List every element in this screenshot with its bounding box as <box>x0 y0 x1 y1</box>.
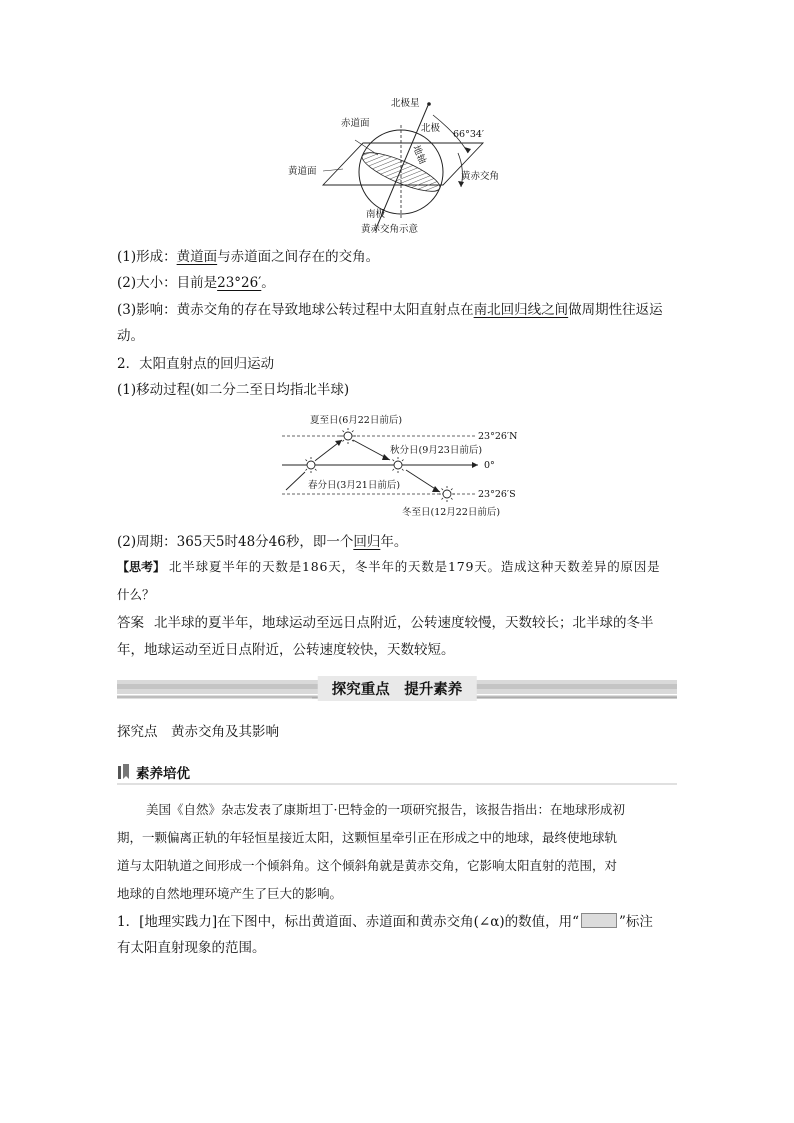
movement-line: (1)移动过程(如二分二至日均指北半球) <box>117 382 350 398</box>
question-line1: 1．[地理实践力]在下图中，标出黄道面、赤道面和黄赤交角(∠α)的数值，用“ ”标注 <box>117 914 653 930</box>
literacy-tag <box>118 762 190 782</box>
literacy-p4: 地球的自然地理环境产生了巨大的影响。 <box>117 886 343 901</box>
size-line: (2)大小：目前是23°26′。 <box>117 275 275 291</box>
section-banner-title: 探究重点 提升素养 <box>318 676 477 701</box>
literacy-tag-text: 素养培优 <box>136 766 190 782</box>
formation-line: (1)形成：黄道面与赤道面之间存在的交角。 <box>117 249 380 265</box>
summer-label: 夏至日(6月22日前后) <box>310 415 403 426</box>
ecliptic-plane-label: 黄道面 <box>288 166 317 177</box>
winter-label: 冬至日(12月22日前后) <box>402 507 501 518</box>
south-pole-label: 南极 <box>366 209 386 220</box>
period-answer: 回归 <box>353 534 381 550</box>
subsolar-migration-diagram <box>280 410 540 522</box>
size-answer: 23°26′ <box>217 275 262 291</box>
lat-s-label: 23°26′S <box>478 489 516 500</box>
explore-point: 探究点 黄赤交角及其影响 <box>117 724 279 740</box>
literacy-divider <box>117 783 677 785</box>
equator-plane-label: 赤道面 <box>341 118 370 129</box>
obliquity-diagram <box>283 95 523 237</box>
polaris-label: 北极星 <box>391 98 420 109</box>
lat-0-label: 0° <box>484 460 495 471</box>
north-pole-label: 北极 <box>421 123 441 134</box>
obliquity-label: 黄赤交角 <box>461 171 500 182</box>
think-tag: 【思考】 <box>117 560 166 574</box>
figure1-caption: 黄赤交角示意 <box>361 224 419 235</box>
think-line2: 什么？ <box>117 587 155 602</box>
angle-66-label: 66°34′ <box>453 129 485 140</box>
formation-answer: 黄道面 <box>176 249 218 265</box>
answer-tag: 答案 <box>117 615 144 631</box>
think-line1: 【思考】 北半球夏半年的天数是186天，冬半年的天数是179天。造成这种天数差异的原因是 <box>117 559 661 574</box>
blank-box-symbol <box>581 913 617 928</box>
effect-line2: 动。 <box>117 328 144 344</box>
lat-n-label: 23°26′N <box>478 431 518 442</box>
answer-line2: 年，地球运动至近日点附近，公转速度较快，天数较短。 <box>117 642 455 658</box>
section-banner <box>117 672 677 706</box>
spring-label: 春分日(3月21日前后) <box>308 480 401 491</box>
section2-heading: 2．太阳直射点的回归运动 <box>117 356 275 372</box>
earth-axis-label: 地轴 <box>410 143 428 166</box>
period-line: (2)周期：365天5时48分46秒，即一个回归年。 <box>117 534 408 550</box>
literacy-p1: 美国《自然》杂志发表了康斯坦丁·巴特金的一项研究报告，该报告指出：在地球形成初 <box>146 802 625 817</box>
bookmark-icon <box>118 764 132 780</box>
question-line2: 有太阳直射现象的范围。 <box>117 940 266 956</box>
literacy-p2: 期，一颗偏离正轨的年轻恒星接近太阳，这颗恒星牵引正在形成之中的地球，最终使地球轨 <box>117 830 618 845</box>
effect-answer: 南北回归线之间 <box>473 302 569 318</box>
effect-line: (3)影响：黄赤交角的存在导致地球公转过程中太阳直射点在南北回归线之间做周期性往返运 <box>117 302 663 318</box>
literacy-p3: 道与太阳轨道之间形成一个倾斜角。这个倾斜角就是黄赤交角，它影响太阳直射的范围，对 <box>117 858 618 873</box>
autumn-label: 秋分日(9月23日前后) <box>390 445 483 456</box>
polaris-star <box>427 102 431 106</box>
answer-line1: 答案 北半球的夏半年，地球运动至远日点附近，公转速度较慢，天数较长；北半球的冬半 <box>117 615 654 631</box>
